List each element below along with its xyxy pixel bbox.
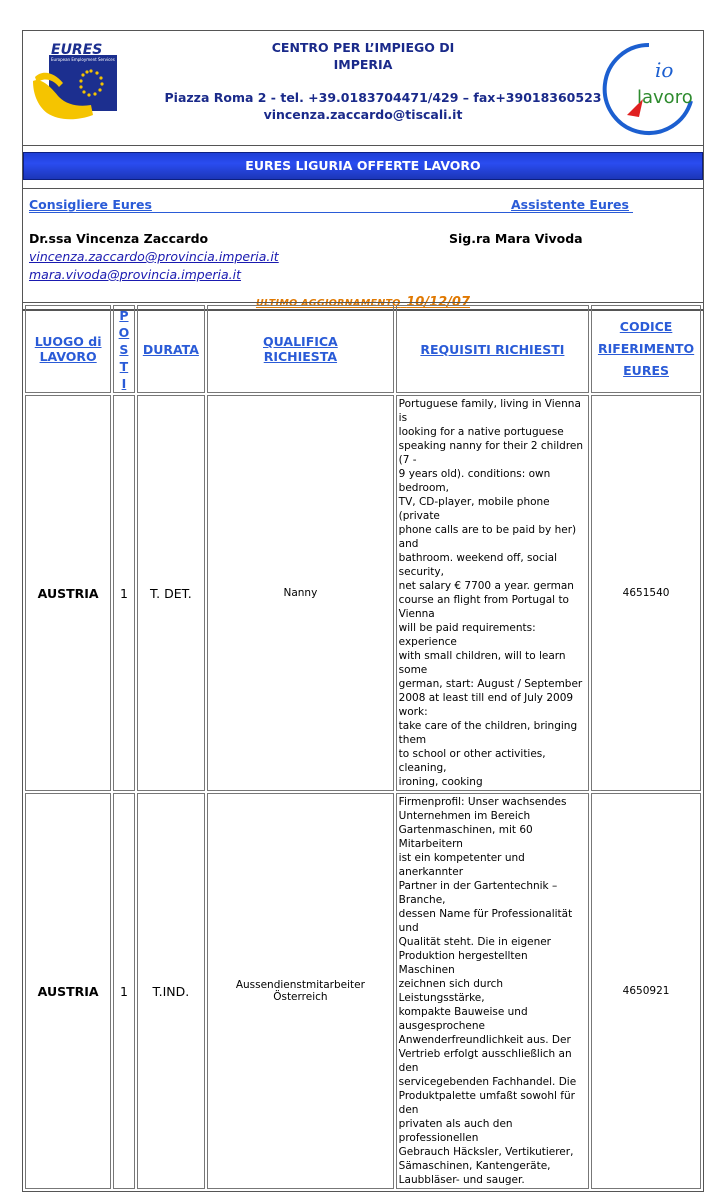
header-qualifica-line2: RICHIESTA	[263, 349, 338, 364]
office-address: Piazza Roma 2 - tel. +39.0183704471/429 – fax+39018360523	[164, 90, 602, 105]
requisiti-line: Vertrieb erfolgt ausschließlich an den	[398, 1048, 572, 1074]
header-posti	[113, 305, 134, 393]
cell-requisiti	[396, 395, 589, 791]
cell-durata: T.IND.	[137, 793, 205, 1189]
requisiti-line: Produktion hergestellten Maschinen	[398, 950, 528, 976]
requisiti-line: ist ein kompetenter und anerkannter	[398, 852, 525, 878]
cell-durata: T. DET.	[137, 395, 205, 791]
requisiti-line: speaking nanny for their 2 children (7 -	[398, 440, 584, 466]
cell-codice: 4651540	[591, 395, 701, 791]
lavoro-logo-text: lavoro	[637, 87, 693, 108]
requisiti-line: net salary € 7700 a year. german	[398, 580, 574, 592]
table-row	[25, 395, 701, 791]
requisiti-line: german, start: August / September	[398, 678, 583, 690]
requisiti-line: course an flight from Portugal to Vienna	[398, 594, 569, 620]
eures-logo	[29, 41, 121, 133]
consigliere-role: Consigliere Eures	[29, 197, 152, 212]
requisiti-line: with small children, will to learn some	[398, 650, 566, 676]
header-luogo-line2: LAVORO	[39, 349, 97, 364]
requisiti-line: 2008 at least till end of July 2009 work:	[398, 692, 574, 718]
document-frame	[22, 30, 704, 311]
header-posti-letter: T	[119, 358, 129, 374]
table-header-row	[25, 305, 701, 393]
cell-posti: 1	[113, 395, 134, 791]
offers-banner: EURES LIGURIA OFFERTE LAVORO	[23, 152, 703, 180]
last-update-label: ULTIMO AGGIORNAMENTO	[255, 298, 401, 309]
requisiti-line: to school or other activities, cleaning,	[398, 748, 546, 774]
header-requisiti: REQUISITI RICHIESTI	[396, 305, 589, 393]
header-luogo	[25, 305, 111, 393]
requisiti-line: dessen Name für Professionalität und	[398, 908, 573, 934]
requisiti-line: Produktpalette umfaßt sowohl für den	[398, 1090, 575, 1116]
contacts-section	[23, 189, 703, 310]
cell-posti: 1	[113, 793, 134, 1189]
header-codice-line1: CODICE	[619, 319, 673, 334]
assistente-role: Assistente Eures	[511, 197, 629, 212]
cell-country: AUSTRIA	[25, 395, 111, 791]
requisiti-line: ausgesprochene	[398, 1020, 486, 1032]
header-codice-line2: RIFERIMENTO	[597, 341, 695, 356]
header-codice-line3: EURES	[623, 363, 669, 378]
header-posti-letter: S	[119, 341, 129, 357]
requisiti-line: ironing, cooking	[398, 776, 483, 788]
requisiti-line: Anwenderfreundlichkeit aus. Der	[398, 1034, 571, 1046]
header-posti-letter: P	[119, 307, 129, 323]
letterhead	[23, 31, 703, 146]
requisiti-line: Sämaschinen, Kantengeräte,	[398, 1160, 551, 1172]
io-lavoro-logo	[599, 39, 699, 139]
office-email[interactable]: vincenza.zaccardo@tiscali.it	[263, 107, 463, 122]
requisiti-line: Gebrauch Häcksler, Vertikutierer,	[398, 1146, 574, 1158]
header-durata: DURATA	[137, 305, 205, 393]
cell-qualifica	[207, 793, 394, 1189]
eures-logo-subtitle: European Employment Services	[51, 57, 115, 62]
header-posti-letter: O	[118, 324, 130, 340]
table-row	[25, 793, 701, 1189]
requisiti-line: will be paid requirements: experience	[398, 622, 536, 648]
role-underline	[29, 212, 633, 213]
banner-section	[23, 146, 703, 189]
requisiti-line: zeichnen sich durch Leistungsstärke,	[398, 978, 504, 1004]
requisiti-line: privaten als auch den professionellen	[398, 1118, 513, 1144]
cell-country: AUSTRIA	[25, 793, 111, 1189]
consigliere-name: Dr.ssa Vincenza Zaccardo	[29, 231, 209, 246]
requisiti-line: bathroom. weekend off, social security,	[398, 552, 557, 578]
requisiti-line: Gartenmaschinen, mit 60 Mitarbeitern	[398, 824, 533, 850]
header-qualifica-line1: QUALIFICA	[263, 334, 338, 349]
requisiti-line: TV, CD-player, mobile phone (private	[398, 496, 550, 522]
requisiti-line: 9 years old). conditions: own bedroom,	[398, 468, 551, 494]
cell-codice: 4650921	[591, 793, 701, 1189]
requisiti-line: Portuguese family, living in Vienna is	[398, 398, 581, 424]
cell-qualifica-line1: Aussendienstmitarbeiter	[235, 979, 365, 991]
last-update-date: 10/12/07	[406, 295, 471, 310]
letterhead-text	[123, 39, 603, 123]
io-logo-prefix: io	[655, 58, 674, 82]
job-offers-table	[22, 302, 704, 1192]
header-luogo-line1: LUOGO di	[34, 334, 102, 349]
requisiti-line: servicegebenden Fachhandel. Die	[398, 1076, 577, 1088]
consigliere-email-link[interactable]: vincenza.zaccardo@provincia.imperia.it	[29, 249, 279, 264]
header-codice	[591, 305, 701, 393]
cell-qualifica-line2: Österreich	[273, 991, 328, 1003]
eures-logo-text: EURES	[51, 42, 103, 58]
office-title-line2: IMPERIA	[333, 57, 393, 72]
office-title-line1: CENTRO PER L’IMPIEGO DI	[271, 40, 455, 55]
requisiti-line: Unternehmen im Bereich	[398, 810, 531, 822]
assistente-email-link[interactable]: mara.vivoda@provincia.imperia.it	[29, 267, 242, 282]
requisiti-line: kompakte Bauweise und	[398, 1006, 528, 1018]
requisiti-line: phone calls are to be paid by her) and	[398, 524, 577, 550]
requisiti-line: Firmenprofil: Unser wachsendes	[398, 796, 567, 808]
requisiti-line: Partner in der Gartentechnik – Branche,	[398, 880, 558, 906]
requisiti-line: take care of the children, bringing them	[398, 720, 578, 746]
requisiti-line: Qualität steht. Die in eigener	[398, 936, 552, 948]
cell-qualifica: Nanny	[207, 395, 394, 791]
header-posti-letter: I	[121, 375, 127, 391]
cell-requisiti	[396, 793, 589, 1189]
assistente-name: Sig.ra Mara Vivoda	[449, 231, 583, 246]
requisiti-line: Laubbläser- und sauger.	[398, 1174, 525, 1186]
requisiti-line: looking for a native portuguese	[398, 426, 564, 438]
header-qualifica	[207, 305, 394, 393]
